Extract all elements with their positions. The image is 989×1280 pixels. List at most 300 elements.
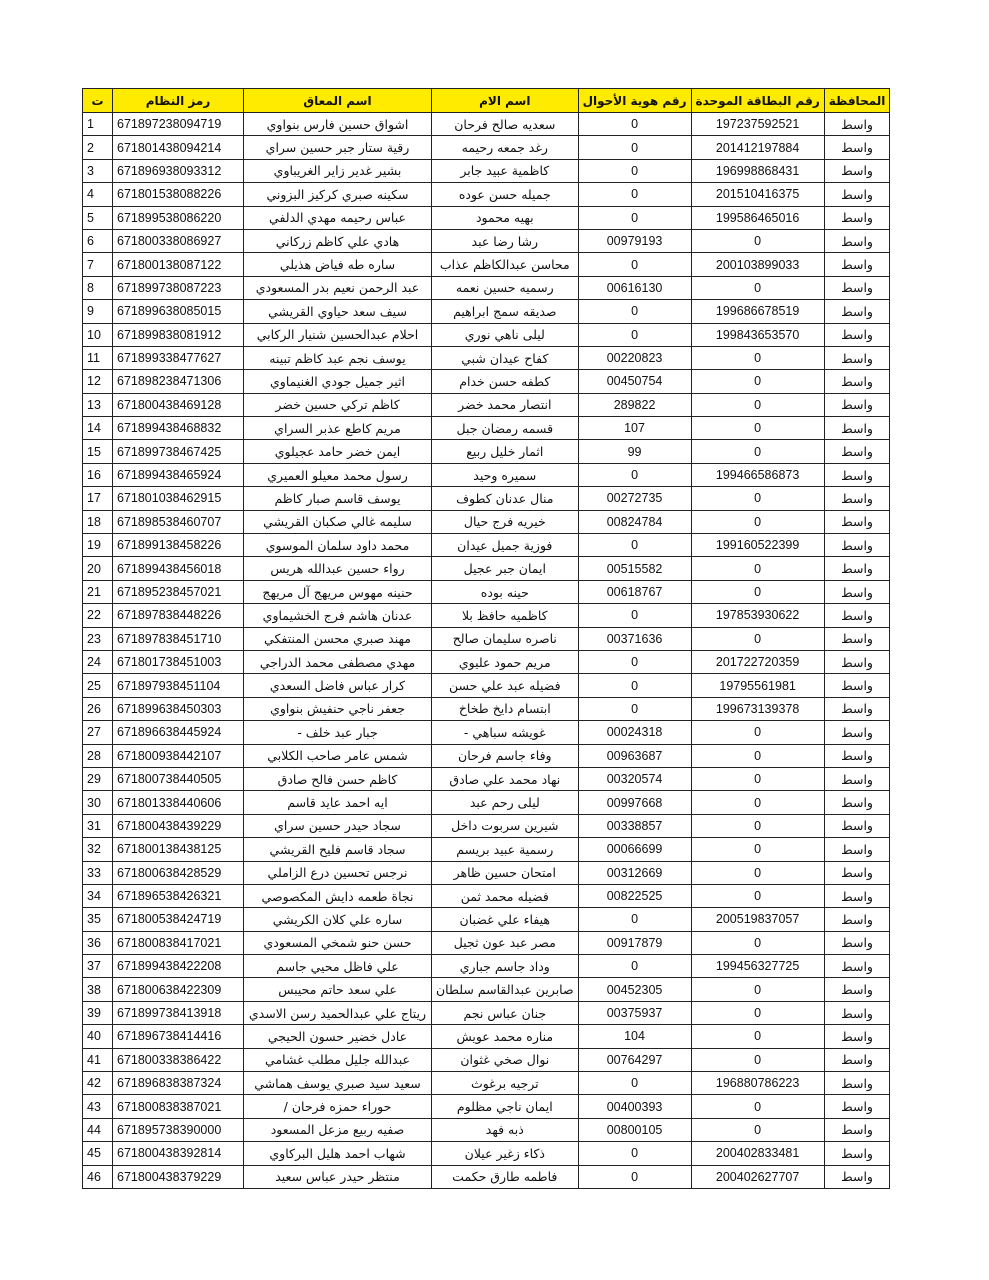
system-code-cell: 671801738451003 <box>113 650 244 673</box>
civil-id-cell: 00220823 <box>578 346 691 369</box>
governorate-cell: واسط <box>824 861 890 884</box>
governorate-cell: واسط <box>824 183 890 206</box>
civil-id-cell: 00320574 <box>578 767 691 790</box>
civil-id-cell: 104 <box>578 1025 691 1048</box>
mother-name-cell: جنان عباس نجم <box>432 1001 579 1024</box>
unified-card-cell: 0 <box>691 370 824 393</box>
mother-name-cell: فضيله محمد ثمن <box>432 884 579 907</box>
unified-card-cell: 0 <box>691 627 824 650</box>
table-row <box>83 884 890 907</box>
index-cell: 28 <box>83 744 113 767</box>
table-row <box>83 557 890 580</box>
civil-id-cell: 0 <box>578 159 691 182</box>
index-cell: 6 <box>83 229 113 252</box>
governorate-cell: واسط <box>824 884 890 907</box>
mother-name-cell: رسميه حسين نعمه <box>432 276 579 299</box>
mother-name-cell: كفاح عيدان شبي <box>432 346 579 369</box>
unified-card-cell: 197853930622 <box>691 604 824 627</box>
mother-name-cell: ناصره سليمان صالح <box>432 627 579 650</box>
disabled-name-cell: علي سعد حاتم محيبس <box>244 978 432 1001</box>
system-code-cell: 671896538426321 <box>113 884 244 907</box>
civil-id-cell: 00997668 <box>578 791 691 814</box>
system-code-cell: 671899438422208 <box>113 955 244 978</box>
table-row <box>83 183 890 206</box>
disabled-name-cell: احلام عبدالحسين شنيار الركابي <box>244 323 432 346</box>
unified-card-cell: 200402833481 <box>691 1142 824 1165</box>
unified-card-cell: 201412197884 <box>691 136 824 159</box>
civil-id-cell: 00824784 <box>578 510 691 533</box>
table-row <box>83 276 890 299</box>
index-cell: 45 <box>83 1142 113 1165</box>
beneficiaries-table <box>82 88 890 1189</box>
table-row <box>83 978 890 1001</box>
civil-id-cell: 0 <box>578 604 691 627</box>
unified-card-cell: 200103899033 <box>691 253 824 276</box>
governorate-cell: واسط <box>824 1048 890 1071</box>
table-row <box>83 159 890 182</box>
unified-card-cell: 199456327725 <box>691 955 824 978</box>
system-code-cell: 671896838387324 <box>113 1072 244 1095</box>
disabled-name-cell: مريم كاطع عذبر السراي <box>244 417 432 440</box>
governorate-cell: واسط <box>824 417 890 440</box>
table-row <box>83 370 890 393</box>
table-row <box>83 767 890 790</box>
governorate-cell: واسط <box>824 440 890 463</box>
system-code-cell: 671895738390000 <box>113 1118 244 1141</box>
civil-id-cell: 0 <box>578 463 691 486</box>
unified-card-cell: 0 <box>691 276 824 299</box>
civil-id-cell: 00616130 <box>578 276 691 299</box>
header-civil-id: رقم هوية الأحوال <box>578 89 691 113</box>
unified-card-cell: 0 <box>691 346 824 369</box>
system-code-cell: 671801538088226 <box>113 183 244 206</box>
index-cell: 20 <box>83 557 113 580</box>
header-mother-name: اسم الام <box>432 89 579 113</box>
table-row <box>83 838 890 861</box>
disabled-name-cell: عبد الرحمن نعيم بدر المسعودي <box>244 276 432 299</box>
table-row <box>83 1001 890 1024</box>
civil-id-cell: 0 <box>578 136 691 159</box>
system-code-cell: 671899738467425 <box>113 440 244 463</box>
index-cell: 16 <box>83 463 113 486</box>
governorate-cell: واسط <box>824 791 890 814</box>
system-code-cell: 671896638445924 <box>113 721 244 744</box>
system-code-cell: 671899438465924 <box>113 463 244 486</box>
civil-id-cell: 289822 <box>578 393 691 416</box>
table-row <box>83 674 890 697</box>
system-code-cell: 671800638422309 <box>113 978 244 1001</box>
mother-name-cell: ليلى رحم عبد <box>432 791 579 814</box>
mother-name-cell: فاطمه طارق حكمت <box>432 1165 579 1188</box>
disabled-name-cell: عباس رحيمه مهدي الدلفي <box>244 206 432 229</box>
governorate-cell: واسط <box>824 253 890 276</box>
header-governorate: المحافظة <box>824 89 890 113</box>
governorate-cell: واسط <box>824 1118 890 1141</box>
index-cell: 37 <box>83 955 113 978</box>
system-code-cell: 671899138458226 <box>113 534 244 557</box>
unified-card-cell: 199686678519 <box>691 300 824 323</box>
table-row <box>83 440 890 463</box>
table-row <box>83 323 890 346</box>
civil-id-cell: 00066699 <box>578 838 691 861</box>
governorate-cell: واسط <box>824 744 890 767</box>
disabled-name-cell: صفيه ربيع مزعل المسعود <box>244 1118 432 1141</box>
table-row <box>83 229 890 252</box>
table-row <box>83 253 890 276</box>
civil-id-cell: 00452305 <box>578 978 691 1001</box>
civil-id-cell: 00272735 <box>578 487 691 510</box>
civil-id-cell: 0 <box>578 908 691 931</box>
index-cell: 23 <box>83 627 113 650</box>
mother-name-cell: كاظمية عبيد جابر <box>432 159 579 182</box>
disabled-name-cell: مهدي مصطفى محمد الدراجي <box>244 650 432 673</box>
index-cell: 36 <box>83 931 113 954</box>
table-header <box>83 89 890 113</box>
disabled-name-cell: شمس عامر صاحب الكلابي <box>244 744 432 767</box>
governorate-cell: واسط <box>824 136 890 159</box>
system-code-cell: 671897838451710 <box>113 627 244 650</box>
index-cell: 19 <box>83 534 113 557</box>
governorate-cell: واسط <box>824 463 890 486</box>
table-row <box>83 908 890 931</box>
mother-name-cell: وفاء جاسم فرحان <box>432 744 579 767</box>
system-code-cell: 671801038462915 <box>113 487 244 510</box>
civil-id-cell: 00515582 <box>578 557 691 580</box>
governorate-cell: واسط <box>824 510 890 533</box>
mother-name-cell: ايمان ناجي مظلوم <box>432 1095 579 1118</box>
table-row <box>83 650 890 673</box>
governorate-cell: واسط <box>824 1142 890 1165</box>
system-code-cell: 671800738440505 <box>113 767 244 790</box>
table-row <box>83 1118 890 1141</box>
unified-card-cell: 0 <box>691 931 824 954</box>
disabled-name-cell: ريتاج علي عبدالحميد رسن الاسدي <box>244 1001 432 1024</box>
disabled-name-cell: نجاة طعمه دايش المكصوصي <box>244 884 432 907</box>
governorate-cell: واسط <box>824 1072 890 1095</box>
civil-id-cell: 00371636 <box>578 627 691 650</box>
unified-card-cell: 199843653570 <box>691 323 824 346</box>
unified-card-cell: 0 <box>691 1025 824 1048</box>
disabled-name-cell: ساره علي كلان الكريشي <box>244 908 432 931</box>
civil-id-cell: 0 <box>578 674 691 697</box>
table-row <box>83 627 890 650</box>
system-code-cell: 671899538086220 <box>113 206 244 229</box>
governorate-cell: واسط <box>824 650 890 673</box>
disabled-name-cell: كرار عباس فاضل السعدي <box>244 674 432 697</box>
system-code-cell: 671801338440606 <box>113 791 244 814</box>
mother-name-cell: غويشه سباهي - <box>432 721 579 744</box>
system-code-cell: 671800438379229 <box>113 1165 244 1188</box>
mother-name-cell: مصر عبد عون ثجيل <box>432 931 579 954</box>
unified-card-cell: 201722720359 <box>691 650 824 673</box>
mother-name-cell: منال عدنان كطوف <box>432 487 579 510</box>
system-code-cell: 671800638428529 <box>113 861 244 884</box>
mother-name-cell: شيرين سربوت داخل <box>432 814 579 837</box>
unified-card-cell: 196880786223 <box>691 1072 824 1095</box>
system-code-cell: 671800338386422 <box>113 1048 244 1071</box>
disabled-name-cell: يوسف قاسم صبار كاظم <box>244 487 432 510</box>
disabled-name-cell: سجاد حيدر حسين سراي <box>244 814 432 837</box>
civil-id-cell: 0 <box>578 534 691 557</box>
disabled-name-cell: رقية ستار جبر حسين سراي <box>244 136 432 159</box>
unified-card-cell: 0 <box>691 510 824 533</box>
unified-card-cell: 19795561981 <box>691 674 824 697</box>
index-cell: 13 <box>83 393 113 416</box>
unified-card-cell: 0 <box>691 721 824 744</box>
civil-id-cell: 0 <box>578 955 691 978</box>
mother-name-cell: مريم حمود عليوي <box>432 650 579 673</box>
index-cell: 1 <box>83 113 113 136</box>
index-cell: 12 <box>83 370 113 393</box>
unified-card-cell: 0 <box>691 838 824 861</box>
index-cell: 33 <box>83 861 113 884</box>
system-code-cell: 671800338086927 <box>113 229 244 252</box>
civil-id-cell: 00312669 <box>578 861 691 884</box>
civil-id-cell: 00338857 <box>578 814 691 837</box>
system-code-cell: 671800938442107 <box>113 744 244 767</box>
mother-name-cell: ذبه فهد <box>432 1118 579 1141</box>
civil-id-cell: 0 <box>578 697 691 720</box>
disabled-name-cell: سكينه صبري كركيز البزوني <box>244 183 432 206</box>
table-row <box>83 510 890 533</box>
civil-id-cell: 00400393 <box>578 1095 691 1118</box>
unified-card-cell: 0 <box>691 884 824 907</box>
table-row <box>83 861 890 884</box>
governorate-cell: واسط <box>824 300 890 323</box>
system-code-cell: 671896738414416 <box>113 1025 244 1048</box>
disabled-name-cell: ساره طه فياض هذيلي <box>244 253 432 276</box>
disabled-name-cell: رواء حسين عبدالله هريس <box>244 557 432 580</box>
mother-name-cell: فوزية جميل عيدان <box>432 534 579 557</box>
mother-name-cell: كاظميه حافظ بلا <box>432 604 579 627</box>
governorate-cell: واسط <box>824 276 890 299</box>
index-cell: 3 <box>83 159 113 182</box>
governorate-cell: واسط <box>824 604 890 627</box>
unified-card-cell: 0 <box>691 393 824 416</box>
disabled-name-cell: عدنان هاشم فرج الخشيماوي <box>244 604 432 627</box>
index-cell: 5 <box>83 206 113 229</box>
index-cell: 11 <box>83 346 113 369</box>
unified-card-cell: 0 <box>691 767 824 790</box>
disabled-name-cell: كاظم حسن فالح صادق <box>244 767 432 790</box>
mother-name-cell: رشا رضا عبد <box>432 229 579 252</box>
unified-card-cell: 200519837057 <box>691 908 824 931</box>
table-row <box>83 346 890 369</box>
system-code-cell: 671899738413918 <box>113 1001 244 1024</box>
governorate-cell: واسط <box>824 955 890 978</box>
index-cell: 35 <box>83 908 113 931</box>
index-cell: 14 <box>83 417 113 440</box>
index-cell: 22 <box>83 604 113 627</box>
civil-id-cell: 00024318 <box>578 721 691 744</box>
unified-card-cell: 0 <box>691 814 824 837</box>
mother-name-cell: كطفه حسن خدام <box>432 370 579 393</box>
index-cell: 30 <box>83 791 113 814</box>
disabled-name-cell: حنينه مهوس مريهج آل مريهج <box>244 580 432 603</box>
disabled-name-cell: اشواق حسين فارس بنواوي <box>244 113 432 136</box>
disabled-name-cell: علي فاظل محيي جاسم <box>244 955 432 978</box>
mother-name-cell: حينه بوده <box>432 580 579 603</box>
disabled-name-cell: سيف سعد حياوي القريشي <box>244 300 432 323</box>
index-cell: 32 <box>83 838 113 861</box>
unified-card-cell: 0 <box>691 417 824 440</box>
disabled-name-cell: اثير جميل جودي الغنيماوي <box>244 370 432 393</box>
unified-card-cell: 0 <box>691 557 824 580</box>
unified-card-cell: 0 <box>691 978 824 1001</box>
unified-card-cell: 0 <box>691 580 824 603</box>
table-row <box>83 721 890 744</box>
table-body <box>83 113 890 1189</box>
index-cell: 25 <box>83 674 113 697</box>
index-cell: 7 <box>83 253 113 276</box>
disabled-name-cell: يوسف نجم عبد كاظم تبينه <box>244 346 432 369</box>
mother-name-cell: نوال صخي غثوان <box>432 1048 579 1071</box>
mother-name-cell: ابتسام دايخ طخاخ <box>432 697 579 720</box>
mother-name-cell: وداد جاسم جباري <box>432 955 579 978</box>
mother-name-cell: امتحان حسين ظاهر <box>432 861 579 884</box>
table-row <box>83 604 890 627</box>
unified-card-cell: 196998868431 <box>691 159 824 182</box>
disabled-name-cell: عبدالله جليل مطلب غشامي <box>244 1048 432 1071</box>
index-cell: 46 <box>83 1165 113 1188</box>
governorate-cell: واسط <box>824 557 890 580</box>
index-cell: 38 <box>83 978 113 1001</box>
governorate-cell: واسط <box>824 534 890 557</box>
system-code-cell: 671800438439229 <box>113 814 244 837</box>
mother-name-cell: اثمار خليل ربيع <box>432 440 579 463</box>
mother-name-cell: سميره وحيد <box>432 463 579 486</box>
index-cell: 8 <box>83 276 113 299</box>
governorate-cell: واسط <box>824 1001 890 1024</box>
system-code-cell: 671800838417021 <box>113 931 244 954</box>
unified-card-cell: 199586465016 <box>691 206 824 229</box>
header-disabled-name: اسم المعاق <box>244 89 432 113</box>
civil-id-cell: 00375937 <box>578 1001 691 1024</box>
header-unified-card: رقم البطاقة الموحدة <box>691 89 824 113</box>
index-cell: 9 <box>83 300 113 323</box>
system-code-cell: 671899838081912 <box>113 323 244 346</box>
unified-card-cell: 0 <box>691 487 824 510</box>
table-row <box>83 206 890 229</box>
civil-id-cell: 99 <box>578 440 691 463</box>
disabled-name-cell: عادل خضير حسون الحيجي <box>244 1025 432 1048</box>
mother-name-cell: انتصار محمد خضر <box>432 393 579 416</box>
mother-name-cell: ايمان جبر عجيل <box>432 557 579 580</box>
index-cell: 43 <box>83 1095 113 1118</box>
disabled-name-cell: رسول محمد معيلو العميري <box>244 463 432 486</box>
mother-name-cell: هيفاء علي غضبان <box>432 908 579 931</box>
civil-id-cell: 00618767 <box>578 580 691 603</box>
index-cell: 34 <box>83 884 113 907</box>
mother-name-cell: محاسن عبدالكاظم عذاب <box>432 253 579 276</box>
unified-card-cell: 199466586873 <box>691 463 824 486</box>
table-row <box>83 1072 890 1095</box>
system-code-cell: 671897238094719 <box>113 113 244 136</box>
unified-card-cell: 197237592521 <box>691 113 824 136</box>
civil-id-cell: 0 <box>578 183 691 206</box>
table-row <box>83 1142 890 1165</box>
table-row <box>83 1095 890 1118</box>
civil-id-cell: 0 <box>578 253 691 276</box>
civil-id-cell: 00917879 <box>578 931 691 954</box>
index-cell: 29 <box>83 767 113 790</box>
system-code-cell: 671800138087122 <box>113 253 244 276</box>
civil-id-cell: 00800105 <box>578 1118 691 1141</box>
index-cell: 24 <box>83 650 113 673</box>
civil-id-cell: 00450754 <box>578 370 691 393</box>
unified-card-cell: 0 <box>691 1001 824 1024</box>
system-code-cell: 671899438468832 <box>113 417 244 440</box>
table-row <box>83 534 890 557</box>
governorate-cell: واسط <box>824 487 890 510</box>
system-code-cell: 671800538424719 <box>113 908 244 931</box>
index-cell: 31 <box>83 814 113 837</box>
governorate-cell: واسط <box>824 674 890 697</box>
system-code-cell: 671899438456018 <box>113 557 244 580</box>
table-row <box>83 697 890 720</box>
governorate-cell: واسط <box>824 229 890 252</box>
table-row <box>83 955 890 978</box>
table-row <box>83 931 890 954</box>
governorate-cell: واسط <box>824 838 890 861</box>
unified-card-cell: 199160522399 <box>691 534 824 557</box>
civil-id-cell: 00963687 <box>578 744 691 767</box>
governorate-cell: واسط <box>824 580 890 603</box>
civil-id-cell: 0 <box>578 323 691 346</box>
civil-id-cell: 0 <box>578 300 691 323</box>
civil-id-cell: 0 <box>578 113 691 136</box>
table-row <box>83 487 890 510</box>
governorate-cell: واسط <box>824 978 890 1001</box>
civil-id-cell: 00979193 <box>578 229 691 252</box>
system-code-cell: 671899638085015 <box>113 300 244 323</box>
header-system-code: رمز النظام <box>113 89 244 113</box>
index-cell: 41 <box>83 1048 113 1071</box>
index-cell: 40 <box>83 1025 113 1048</box>
system-code-cell: 671801438094214 <box>113 136 244 159</box>
system-code-cell: 671800438469128 <box>113 393 244 416</box>
mother-name-cell: صديقه سمج ابراهيم <box>432 300 579 323</box>
mother-name-cell: جميله حسن عوده <box>432 183 579 206</box>
governorate-cell: واسط <box>824 1165 890 1188</box>
table-row <box>83 463 890 486</box>
table-row <box>83 791 890 814</box>
mother-name-cell: ليلى ناهي نوري <box>432 323 579 346</box>
disabled-name-cell: سليمه غالي صكبان القريشي <box>244 510 432 533</box>
unified-card-cell: 0 <box>691 791 824 814</box>
table-row <box>83 136 890 159</box>
governorate-cell: واسط <box>824 1095 890 1118</box>
disabled-name-cell: منتظر حيدر عباس سعيد <box>244 1165 432 1188</box>
index-cell: 2 <box>83 136 113 159</box>
civil-id-cell: 0 <box>578 206 691 229</box>
system-code-cell: 671895238457021 <box>113 580 244 603</box>
disabled-name-cell: سعيد سيد صبري يوسف هماشي <box>244 1072 432 1095</box>
unified-card-cell: 199673139378 <box>691 697 824 720</box>
governorate-cell: واسط <box>824 159 890 182</box>
governorate-cell: واسط <box>824 370 890 393</box>
system-code-cell: 671899638450303 <box>113 697 244 720</box>
mother-name-cell: رغد جمعه رحيمه <box>432 136 579 159</box>
unified-card-cell: 0 <box>691 1095 824 1118</box>
index-cell: 17 <box>83 487 113 510</box>
unified-card-cell: 201510416375 <box>691 183 824 206</box>
mother-name-cell: خيريه فرج حيال <box>432 510 579 533</box>
table-row <box>83 417 890 440</box>
index-cell: 42 <box>83 1072 113 1095</box>
unified-card-cell: 200402627707 <box>691 1165 824 1188</box>
disabled-name-cell: نرجس تحسين درع الزاملي <box>244 861 432 884</box>
